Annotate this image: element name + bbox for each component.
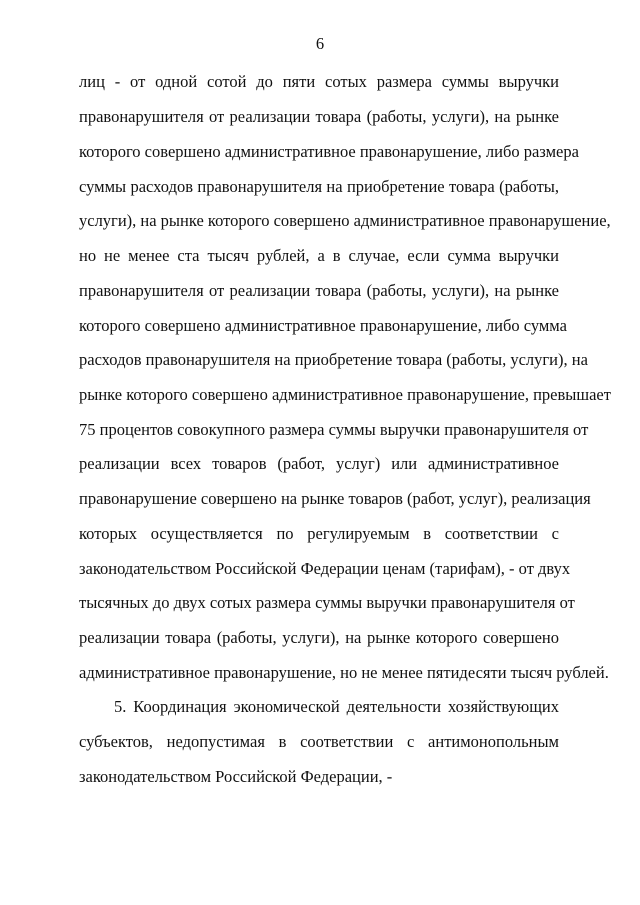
text-line: правонарушение совершено на рынке товаров (работ, услуг), реализация xyxy=(79,489,591,508)
text-line: лиц - от одной сотой до пяти сотых размера суммы выручки xyxy=(79,72,559,91)
text-line: тысячных до двух сотых размера суммы выручки правонарушителя от xyxy=(79,593,575,612)
text-line: 75 процентов совокупного размера суммы выручки правонарушителя от xyxy=(79,420,589,439)
text-line: но не менее ста тысяч рублей, а в случае, если сумма выручки xyxy=(79,246,559,265)
text-line: реализации всех товаров (работ, услуг) или административное xyxy=(79,454,559,473)
text-line: правонарушителя от реализации товара (работы, услуги), на рынке xyxy=(79,107,559,126)
text-line: субъектов, недопустимая в соответствии с антимонопольным xyxy=(79,732,559,751)
text-line: 5. Координация экономической деятельности хозяйствующих xyxy=(114,697,559,716)
text-line: которых осуществляется по регулируемым в соответствии с xyxy=(79,524,559,543)
text-line: законодательством Российской Федерации, - xyxy=(79,767,393,786)
text-line: которого совершено административное правонарушение, либо размера xyxy=(79,142,579,161)
text-line: которого совершено административное правонарушение, либо сумма xyxy=(79,316,567,335)
text-line: услуги), на рынке которого совершено административное правонарушение, xyxy=(79,211,611,230)
text-line: рынке которого совершено административное правонарушение, превышает xyxy=(79,385,611,404)
text-line: правонарушителя от реализации товара (работы, услуги), на рынке xyxy=(79,281,559,300)
page-number: 6 xyxy=(315,34,325,53)
text-line: расходов правонарушителя на приобретение товара (работы, услуги), на xyxy=(79,350,588,369)
text-line: законодательством Российской Федерации ценам (тарифам), - от двух xyxy=(79,559,571,578)
text-line: административное правонарушение, но не менее пятидесяти тысяч рублей. xyxy=(79,663,609,682)
text-line: реализации товара (работы, услуги), на рынке которого совершено xyxy=(79,628,559,647)
text-line: суммы расходов правонарушителя на приобретение товара (работы, xyxy=(79,177,559,196)
